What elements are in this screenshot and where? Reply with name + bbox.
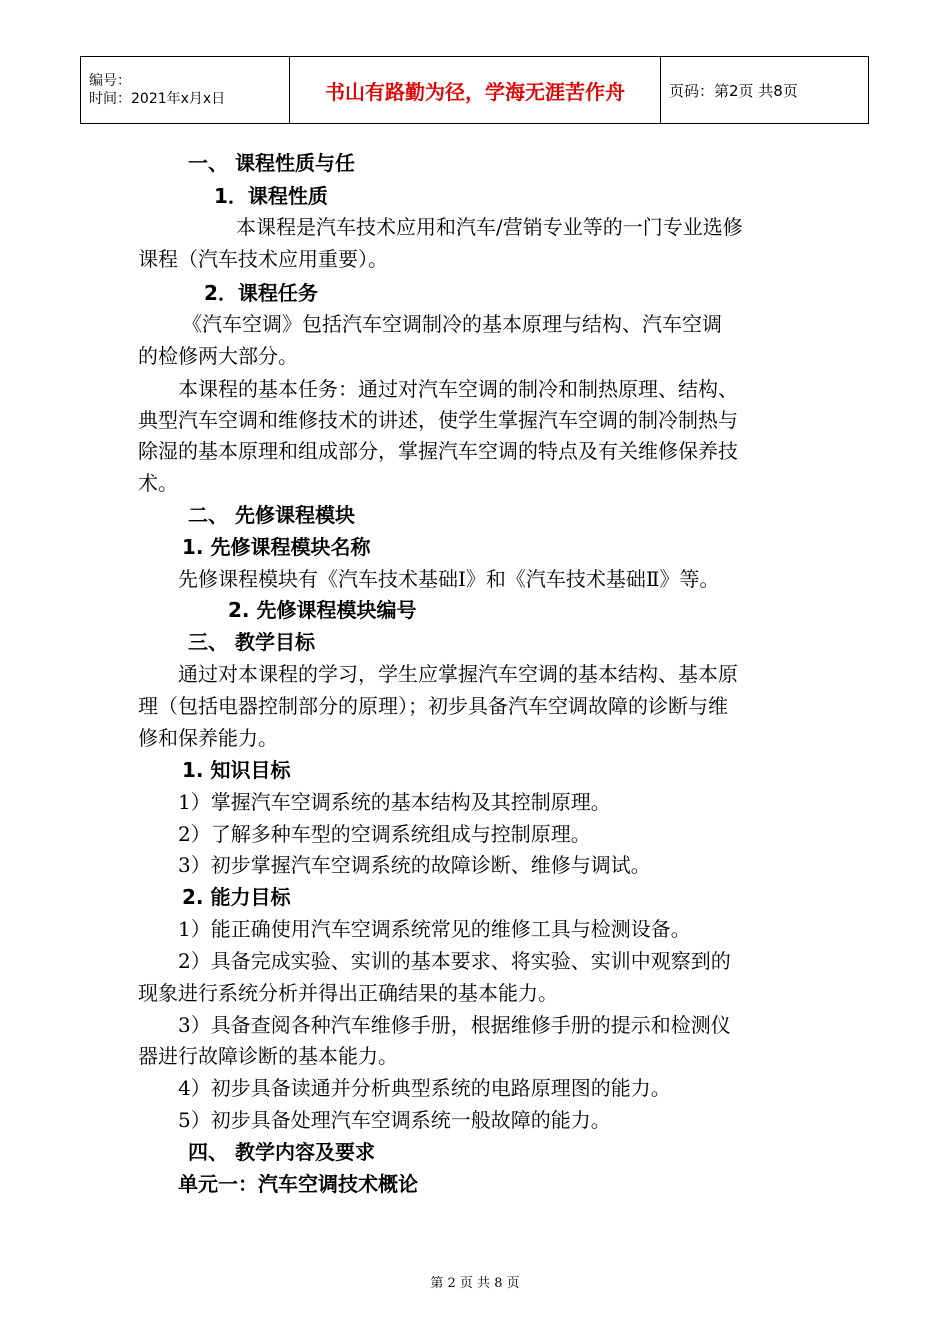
subsection-heading: 1. 先修课程模块名称 [182, 535, 371, 559]
paragraph-line: 《汽车空调》包括汽车空调制冷的基本原理与结构、汽车空调 [182, 312, 722, 336]
document-number-label: 编号： [89, 73, 131, 89]
paragraph-line: 本课程是汽车技术应用和汽车/营销专业等的一门专业选修 [236, 215, 743, 239]
list-item: 2）具备完成实验、实训的基本要求、将实验、实训中观察到的 [178, 949, 731, 973]
header-table [80, 56, 869, 124]
subsection-heading: 1. 知识目标 [182, 758, 291, 782]
section-heading-2: 二、 先修课程模块 [188, 503, 355, 527]
paragraph-line: 先修课程模块有《汽车技术基础Ⅰ》和《汽车技术基础Ⅱ》等。 [178, 567, 720, 591]
list-item: 3）初步掌握汽车空调系统的故障诊断、维修与调试。 [178, 853, 651, 877]
list-item: 4）初步具备读通并分析典型系统的电路原理图的能力。 [178, 1076, 671, 1100]
paragraph-line: 通过对本课程的学习，学生应掌握汽车空调的基本结构、基本原 [178, 662, 738, 686]
section-heading-3: 三、 教学目标 [188, 630, 315, 654]
paragraph-line: 除湿的基本原理和组成部分，掌握汽车空调的特点及有关维修保养技 [138, 439, 738, 463]
subsection-heading: 2．课程任务 [204, 281, 318, 305]
list-item: 5）初步具备处理汽车空调系统一般故障的能力。 [178, 1108, 611, 1132]
paragraph-line: 课程（汽车技术应用重要）。 [138, 247, 388, 271]
document-time-label: 时间：2021年x月x日 [89, 91, 226, 107]
list-item: 3）具备查阅各种汽车维修手册，根据维修手册的提示和检测仪 [178, 1013, 731, 1037]
header-motto: 书山有路勤为径，学海无涯苦作舟 [290, 57, 661, 124]
paragraph-line: 典型汽车空调和维修技术的讲述，使学生掌握汽车空调的制冷制热与 [138, 408, 738, 432]
subsection-heading: 1．课程性质 [214, 184, 328, 208]
subsection-heading: 2. 先修课程模块编号 [228, 598, 417, 622]
paragraph-line: 理（包括电器控制部分的原理）；初步具备汽车空调故障的诊断与维 [138, 694, 728, 718]
paragraph-line: 的检修两大部分。 [138, 344, 298, 368]
unit-heading: 单元一：汽车空调技术概论 [178, 1172, 418, 1196]
subsection-heading: 2. 能力目标 [182, 885, 291, 909]
header-page-info: 页码：第2页 共8页 [661, 57, 869, 124]
header-left-cell [81, 57, 290, 124]
list-item: 1）掌握汽车空调系统的基本结构及其控制原理。 [178, 790, 611, 814]
paragraph-line: 器进行故障诊断的基本能力。 [138, 1044, 398, 1068]
section-heading-4: 四、 教学内容及要求 [188, 1140, 375, 1164]
paragraph-line: 修和保养能力。 [138, 726, 278, 750]
list-item: 1）能正确使用汽车空调系统常见的维修工具与检测设备。 [178, 917, 691, 941]
paragraph-line: 现象进行系统分析并得出正确结果的基本能力。 [138, 981, 558, 1005]
page-footer: 第 2 页 共 8 页 [430, 1276, 520, 1291]
section-heading-1: 一、 课程性质与任 [188, 151, 355, 175]
paragraph-line: 本课程的基本任务：通过对汽车空调的制冷和制热原理、结构、 [178, 377, 738, 401]
list-item: 2）了解多种车型的空调系统组成与控制原理。 [178, 822, 591, 846]
paragraph-line: 术。 [138, 471, 178, 495]
